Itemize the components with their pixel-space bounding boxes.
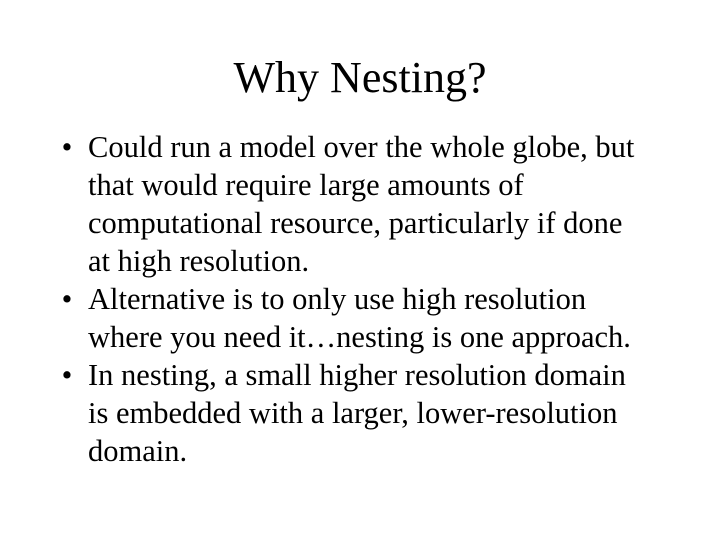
bullet-text-line: at high resolution. [88,244,310,278]
bullet-point-icon: • [61,358,73,392]
bullet-list [50,128,680,470]
bullet-point-icon: • [61,282,73,316]
bullet-text-line: In nesting, a small higher resolution domain [88,358,626,392]
bullet-item [50,356,680,470]
slide-title: Why Nesting? [233,53,487,102]
bullet-text-line: computational resource, particularly if done [88,206,623,240]
bullet-text-line: is embedded with a larger, lower-resolution [88,396,618,430]
bullet-item [50,280,680,356]
bullet-text-line: Could run a model over the whole globe, but [88,130,635,164]
bullet-point-icon: • [61,130,73,164]
bullet-text-line: domain. [88,434,188,468]
bullet-text-line: where you need it…nesting is one approach. [88,320,631,354]
bullet-text-line: Alternative is to only use high resolution [88,282,587,316]
bullet-item [50,128,680,280]
bullet-text-line: that would require large amounts of [88,168,524,202]
